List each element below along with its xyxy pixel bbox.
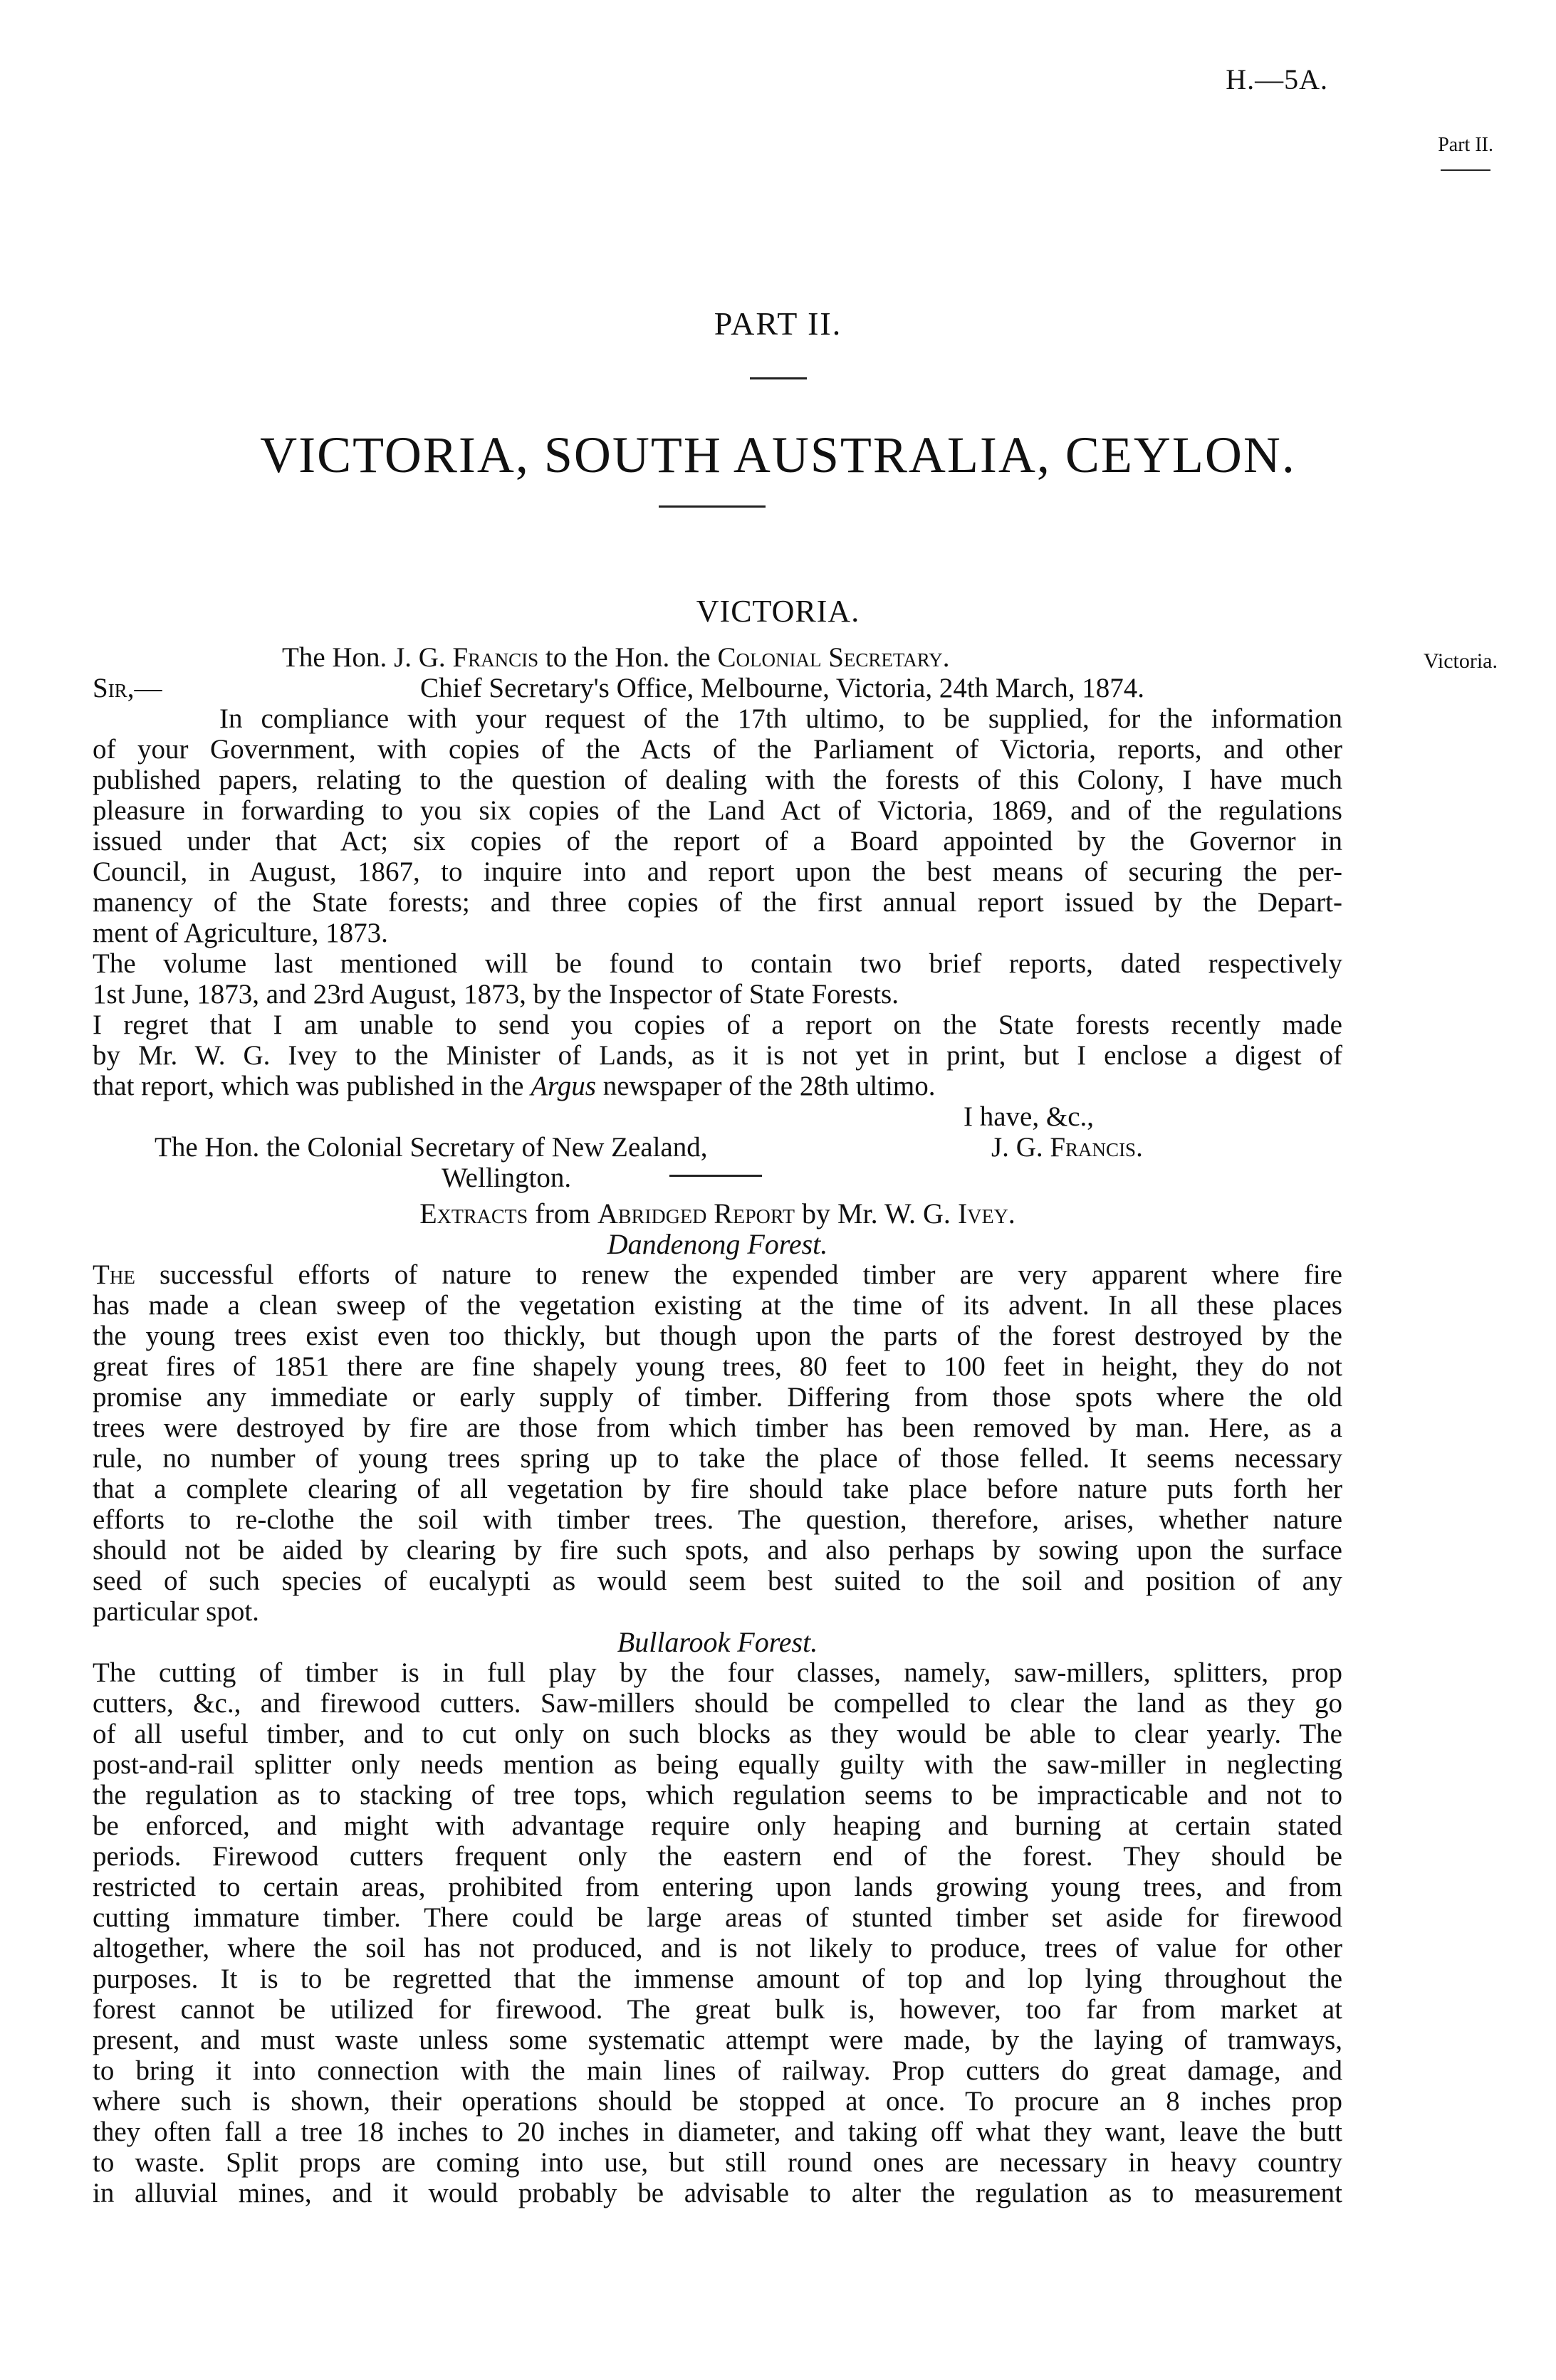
text-line: issued under that Act; six copies of the report of a Board appointed by the Governor in xyxy=(93,826,1342,856)
paragraph xyxy=(93,1657,1342,2208)
text: successful efforts of nature to renew the expended timber are very apparent where fire xyxy=(160,1259,1342,1290)
text-line: the regulation as to stacking of tree tops, which regulation seems to be impracticable and not to xyxy=(93,1780,1342,1810)
text-line: promise any immediate or early supply of timber. Differing from those spots where the old xyxy=(93,1382,1342,1412)
signature: J. G. Francis. xyxy=(991,1132,1143,1163)
extracts xyxy=(93,1198,1342,2208)
text-line: great fires of 1851 there are fine shapely young trees, 80 feet to 100 feet in height, they do not xyxy=(93,1351,1342,1382)
extracts-heading: Extracts from Abridged Report by Mr. W. G. Ivey. xyxy=(419,1197,1015,1230)
text-line: cutters, &c., and firewood cutters. Saw-millers should be compelled to clear the land as they go xyxy=(93,1688,1342,1719)
text-line: rule, no number of young trees spring up to take the place of those felled. It seems necessary xyxy=(93,1443,1342,1474)
letter xyxy=(93,642,1342,1193)
text-line: seed of such species of eucalypti as would seem best suited to the soil and position of any xyxy=(93,1566,1342,1596)
signature-line xyxy=(93,1132,1342,1163)
letter-date-line xyxy=(93,673,1342,703)
section-heading: VICTORIA. xyxy=(696,594,860,629)
paragraph-first-line xyxy=(93,1259,1342,1290)
divider xyxy=(669,1175,762,1177)
text-line: be enforced, and might with advantage require only heaping and burning at certain stated xyxy=(93,1810,1342,1841)
text-line: The volume last mentioned will be found to contain two brief reports, dated respectively xyxy=(93,948,1342,979)
divider xyxy=(750,377,807,379)
paragraph-last-line xyxy=(93,1071,1342,1101)
part-heading: PART II. xyxy=(714,305,842,342)
text-line: In compliance with your request of the 17th ultimo, to be supplied, for the information xyxy=(219,703,1342,734)
addressee-city: Wellington. xyxy=(442,1163,572,1193)
paragraph-last-line: particular spot. xyxy=(93,1596,259,1627)
text-line: by Mr. W. G. Ivey to the Minister of Lands, as it is not yet in print, but I enclose a digest of xyxy=(93,1040,1342,1071)
text: that report, which was published in the xyxy=(93,1071,531,1101)
text-line: periods. Firewood cutters frequent only the eastern end of the forest. They should be xyxy=(93,1841,1342,1872)
paragraph xyxy=(93,1010,1342,1071)
text: The xyxy=(93,1259,135,1290)
text-line: purposes. It is to be regretted that the immense amount of top and lop lying throughout the xyxy=(93,1964,1342,1994)
page-title: VICTORIA, SOUTH AUSTRALIA, CEYLON. xyxy=(260,426,1296,483)
text-line: pleasure in forwarding to you six copies of the Land Act of Victoria, 1869, and of the regulations xyxy=(93,795,1342,826)
subheading-bullarook: Bullarook Forest. xyxy=(617,1626,818,1658)
divider xyxy=(659,505,766,508)
text-line: they often fall a tree 18 inches to 20 inches in diameter, and taking off what they want, leave the butt xyxy=(93,2117,1342,2147)
text-line: to bring it into connection with the main lines of railway. Prop cutters do great damage, and xyxy=(93,2055,1342,2086)
paragraph-last-line: 1st June, 1873, and 23rd August, 1873, by the Inspector of State Forests. xyxy=(93,979,899,1010)
page-reference: H.—5A. xyxy=(1226,63,1328,95)
newspaper-name: Argus xyxy=(531,1071,596,1101)
text-line: present, and must waste unless some systematic attempt were made, by the laying of tramways, xyxy=(93,2025,1342,2055)
text-line: post-and-rail splitter only needs mention as being equally guilty with the saw-miller in neglecting xyxy=(93,1749,1342,1780)
text-line: I regret that I am unable to send you copies of a report on the State forests recently made xyxy=(93,1010,1342,1040)
text-line: The cutting of timber is in full play by the four classes, namely, saw-millers, splitters, prop xyxy=(93,1657,1342,1688)
margin-note: Victoria. xyxy=(1424,649,1498,673)
subheading-dandenong: Dandenong Forest. xyxy=(607,1228,828,1260)
text-line: manency of the State forests; and three copies of the first annual report issued by the Depart- xyxy=(93,887,1342,918)
text-line: altogether, where the soil has not produced, and is not likely to produce, trees of value for other xyxy=(93,1933,1342,1964)
closing: I have, &c., xyxy=(964,1101,1095,1132)
text-line: of your Government, with copies of the Acts of the Parliament of Victoria, reports, and other xyxy=(93,734,1342,765)
paragraph xyxy=(93,948,1342,979)
text-line: trees were destroyed by fire are those from which timber has been removed by man. Here, as a xyxy=(93,1412,1342,1443)
salutation: Sir,— xyxy=(93,673,162,703)
text-line: should not be aided by clearing by fire such spots, and also perhaps by sowing upon the surface xyxy=(93,1535,1342,1566)
letter-from-to: The Hon. J. G. Francis to the Hon. the Colonial Secretary. xyxy=(282,642,950,673)
text-line: that a complete clearing of all vegetation by fire should take place before nature puts forth her xyxy=(93,1474,1342,1504)
letter-heading xyxy=(93,642,1342,673)
text: newspaper of the 28th ultimo. xyxy=(595,1071,936,1101)
margin-part-label: Part II. xyxy=(1438,134,1493,171)
text-line: where such is shown, their operations should be stopped at once. To procure an 8 inches prop xyxy=(93,2086,1342,2117)
paragraph-last-line: ment of Agriculture, 1873. xyxy=(93,918,388,948)
text-line: cutting immature timber. There could be large areas of stunted timber set aside for firewood xyxy=(93,1902,1342,1933)
text-line: restricted to certain areas, prohibited from entering upon lands growing young trees, and from xyxy=(93,1872,1342,1902)
addressee: The Hon. the Colonial Secretary of New Zealand, xyxy=(155,1132,708,1163)
text-line: Council, in August, 1867, to inquire into and report upon the best means of securing the per- xyxy=(93,856,1342,887)
text-line: to waste. Split props are coming into use, but still round ones are necessary in heavy country xyxy=(93,2147,1342,2178)
text-line: forest cannot be utilized for firewood. The great bulk is, however, too far from market at xyxy=(93,1994,1342,2025)
address-date: Chief Secretary's Office, Melbourne, Victoria, 24th March, 1874. xyxy=(420,673,1144,703)
text-line: has made a clean sweep of the vegetation existing at the time of its advent. In all these places xyxy=(93,1290,1342,1321)
paragraph xyxy=(93,703,1342,918)
text-line: published papers, relating to the question of dealing with the forests of this Colony, I have much xyxy=(93,765,1342,795)
text-line: of all useful timber, and to cut only on such blocks as they would be able to clear yearly. The xyxy=(93,1719,1342,1749)
text-line: efforts to re-clothe the soil with timber trees. The question, therefore, arises, whether nature xyxy=(93,1504,1342,1535)
text-line: the young trees exist even too thickly, but though upon the parts of the forest destroyed by the xyxy=(93,1321,1342,1351)
paragraph xyxy=(93,1290,1342,1596)
text-line: in alluvial mines, and it would probably be advisable to alter the regulation as to measurement xyxy=(93,2178,1342,2208)
